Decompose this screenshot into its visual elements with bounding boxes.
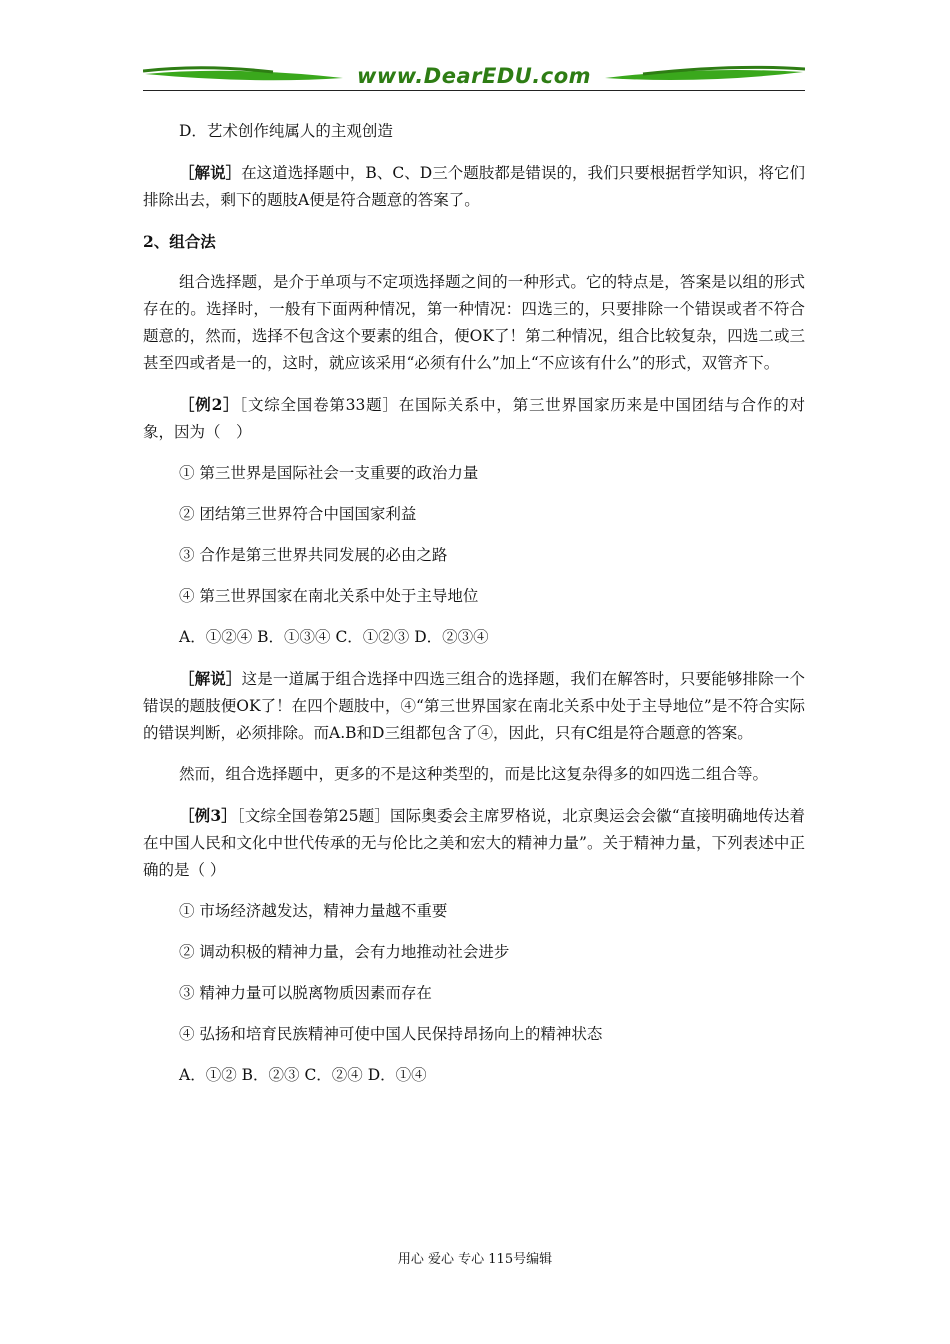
section-title: 2、组合法 xyxy=(143,232,216,251)
example-3-option-3: ③ 精神力量可以脱离物质因素而存在 xyxy=(179,984,432,1002)
explanation-tag: ［解说］ xyxy=(179,163,242,182)
example-3-choices: A．①② B．②③ C．②④ D．①④ xyxy=(179,1066,427,1084)
example-2-choices: A．①②④ B．①③④ C．①②③ D．②③④ xyxy=(179,628,489,646)
page-footer: 用心 爱心 专心 115号编辑 xyxy=(397,1252,553,1267)
example-tag: ［例3］ xyxy=(179,806,237,825)
explanation-1 xyxy=(143,159,805,214)
example-2-option-2: ② 团结第三世界符合中国国家利益 xyxy=(179,505,417,523)
example-2-option-4: ④ 第三世界国家在南北关系中处于主导地位 xyxy=(179,587,479,605)
example-3-option-2: ② 调动积极的精神力量，会有力地推动社会进步 xyxy=(179,943,510,961)
example-text: ［文综全国卷第25题］国际奥委会主席罗格说，北京奥运会会徽“直接明确地传达着在中国人民和文化中世代传承的无与伦比之美和宏大的精神力量”。关于精神力量，下列表述中正确的是（ ） xyxy=(143,807,805,879)
explanation-tag: ［解说］ xyxy=(179,669,242,688)
document-body xyxy=(143,118,805,1089)
example-3-option-1: ① 市场经济越发达，精神力量越不重要 xyxy=(179,902,448,920)
intro-paragraph: 组合选择题，是介于单项与不定项选择题之间的一种形式。它的特点是，答案是以组的形式存在的。选择时，一般有下面两种情况，第一种情况：四选三的，只要排除一个错误或者不符合题意的，然而，选择不包含这个要素的组合，便OK了！第二种情况，组合比较复杂，四选二或三甚至四或者是一的，这时，就应该采用“必须有什么”加上“不应该有什么”的形式，双管齐下。 xyxy=(143,273,805,372)
option-d: D．艺术创作纯属人的主观创造 xyxy=(179,122,393,140)
example-3-option-4: ④ 弘扬和培育民族精神可使中国人民保持昂扬向上的精神状态 xyxy=(179,1025,603,1043)
transition-paragraph: 然而，组合选择题中，更多的不是这种类型的，而是比这复杂得多的如四选二组合等。 xyxy=(179,765,769,783)
example-tag: ［例2］ xyxy=(179,395,240,414)
explanation-text: 这是一道属于组合选择中四选三组合的选择题，我们在解答时，只要能够排除一个错误的题肢便OK了！在四个题肢中，④“第三世界国家在南北关系中处于主导地位”是不符合实际的错误判断，必须排除。而A.B和D三组都包含了④，因此，只有C组是符合题意的答案。 xyxy=(143,670,805,742)
site-logo-text: www.DearEDU.com xyxy=(356,64,592,88)
explanation-text: 在这道选择题中，B、C、D三个题肢都是错误的，我们只要根据哲学知识，将它们排除出去，剩下的题肢A便是符合题意的答案了。 xyxy=(143,164,805,209)
header-rule xyxy=(143,90,805,91)
example-2-option-3: ③ 合作是第三世界共同发展的必由之路 xyxy=(179,546,448,564)
explanation-2 xyxy=(143,665,805,747)
example-2 xyxy=(143,391,805,446)
example-text: ［文综全国卷第33题］在国际关系中，第三世界国家历来是中国团结与合作的对象，因为（ ） xyxy=(143,396,805,441)
example-2-option-1: ① 第三世界是国际社会一支重要的政治力量 xyxy=(179,464,479,482)
example-3 xyxy=(143,802,805,884)
